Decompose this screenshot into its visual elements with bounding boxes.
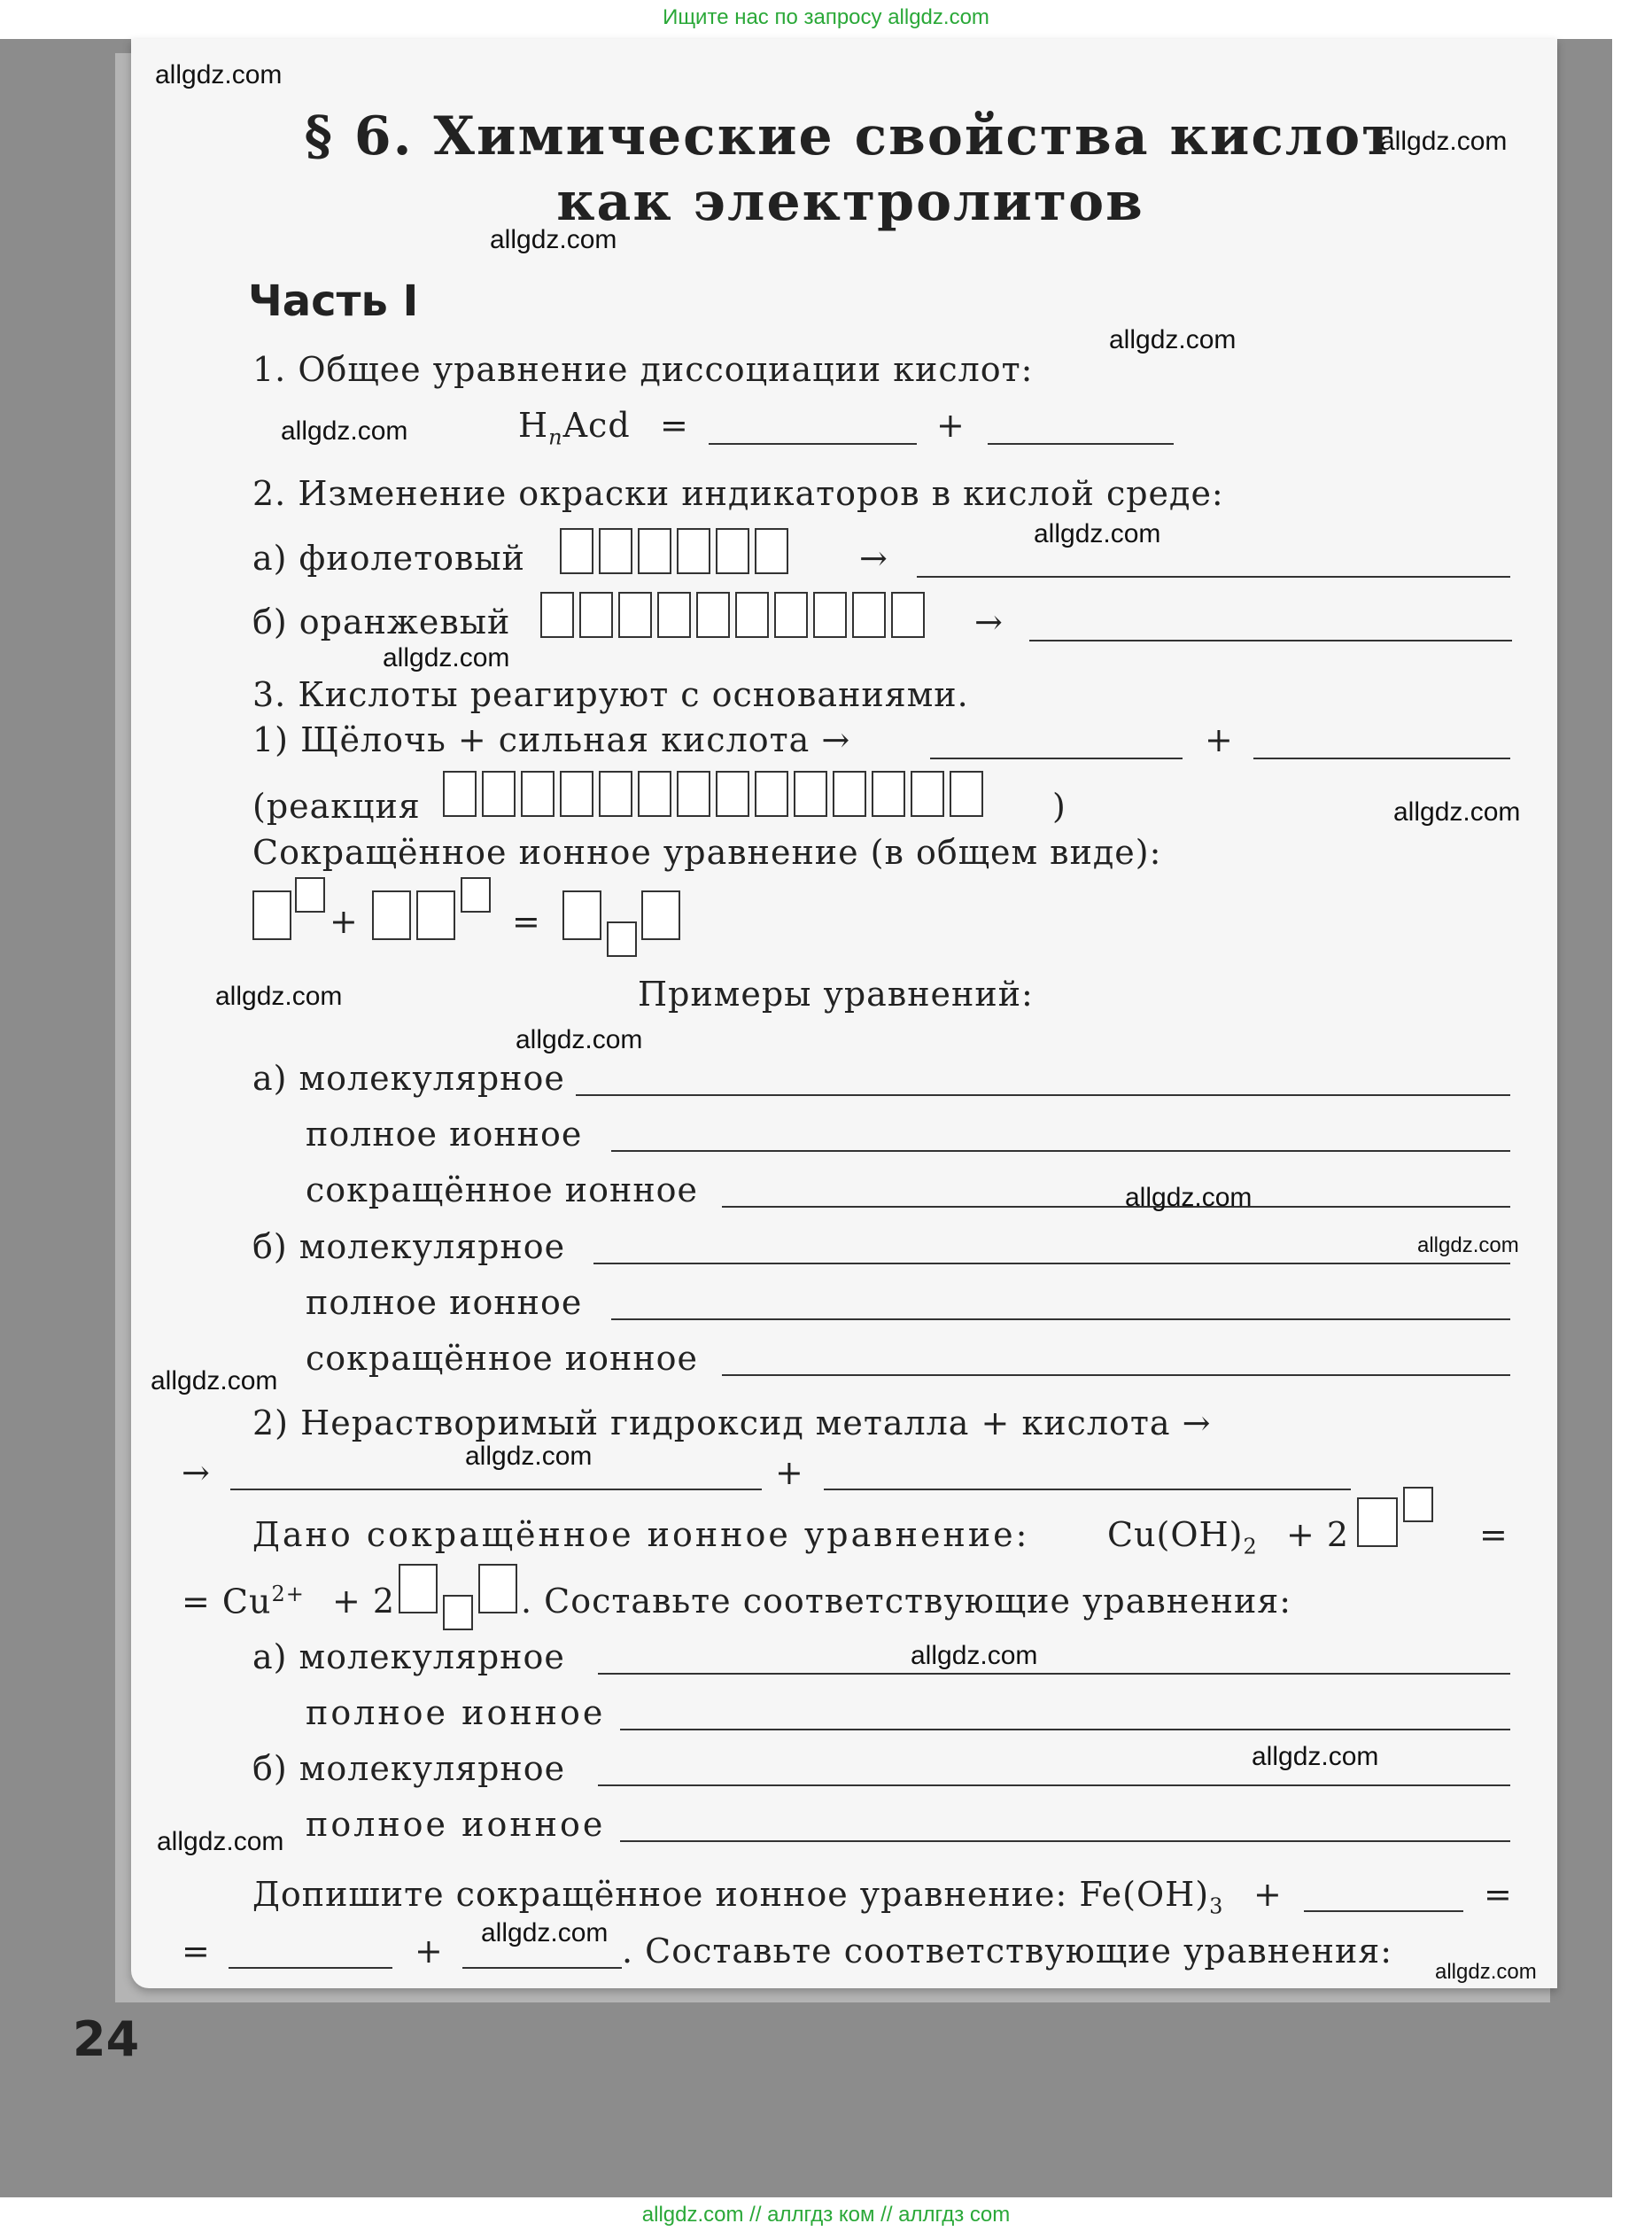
reaction-cells[interactable]	[443, 771, 989, 817]
last-blank-2[interactable]	[462, 1967, 622, 1969]
ex-a-full: полное ионное	[306, 1115, 583, 1154]
a2-mol-blank[interactable]	[598, 1673, 1510, 1675]
q3-l2-arrow: →	[182, 1453, 211, 1492]
cont-sub[interactable]	[443, 1595, 473, 1630]
b2-mol-blank[interactable]	[598, 1784, 1510, 1786]
ion-box-3[interactable]	[416, 890, 455, 940]
q3-l1: 1) Щёлочь + сильная кислота →	[252, 720, 851, 759]
fe-plus: +	[1253, 1875, 1283, 1914]
examples-heading: Примеры уравнений:	[638, 975, 1034, 1014]
letter-cell[interactable]	[735, 592, 769, 638]
letter-cell[interactable]	[443, 771, 477, 817]
watermark: allgdz.com	[1034, 519, 1161, 548]
q2-b-label: б) оранжевый	[252, 603, 511, 641]
letter-cell[interactable]	[774, 592, 808, 638]
watermark: allgdz.com	[465, 1442, 593, 1471]
page-number: 24	[73, 2011, 140, 2067]
q2-a-arrow: →	[859, 539, 888, 578]
q2-b-blank[interactable]	[1029, 640, 1512, 641]
given-cu: $Cu(OH)_2$	[1107, 1515, 1258, 1559]
b2-full: полное ионное	[306, 1805, 606, 1844]
letter-cell[interactable]	[638, 528, 671, 574]
letter-cell[interactable]	[794, 771, 827, 817]
given-eq: =	[1479, 1515, 1509, 1554]
q1-blank-1[interactable]	[709, 443, 917, 445]
short-ionic-general: Сокращённое ионное уравнение (в общем виде):	[252, 833, 1162, 872]
a2-full-blank[interactable]	[620, 1729, 1510, 1730]
given-ion-box[interactable]	[1357, 1497, 1398, 1547]
watermark: allgdz.com	[1109, 325, 1237, 354]
ion-box-5[interactable]	[641, 890, 680, 940]
q3-text: 3. Кислоты реагируют с основаниями.	[252, 675, 969, 714]
cont-box-2[interactable]	[478, 1564, 517, 1613]
watermark: allgdz.com	[1380, 127, 1508, 156]
cont-plus2: + 2	[332, 1582, 396, 1621]
q1-eq-h: $H_nAcd$	[518, 406, 631, 450]
given-plus2: + 2	[1286, 1515, 1350, 1554]
gen-eq: =	[512, 902, 541, 941]
letter-cell[interactable]	[677, 771, 710, 817]
watermark: allgdz.com	[383, 643, 510, 672]
ion-box-2[interactable]	[372, 890, 411, 940]
ex-a-short: сокращённое ионное	[306, 1170, 699, 1209]
watermark: allgdz.com	[151, 1366, 278, 1395]
letter-cell[interactable]	[540, 592, 574, 638]
q3-l2-blank-2[interactable]	[824, 1489, 1351, 1490]
ion-charge-1[interactable]	[295, 877, 325, 913]
given-text: Дано сокращённое ионное уравнение:	[252, 1515, 1030, 1554]
last-blank-1[interactable]	[229, 1967, 392, 1969]
letter-cell[interactable]	[521, 771, 555, 817]
letter-cell[interactable]	[696, 592, 730, 638]
last-plus: +	[415, 1932, 444, 1971]
ion-charge-2[interactable]	[461, 877, 491, 913]
letter-cell[interactable]	[716, 528, 749, 574]
fe-text: Допишите сокращённое ионное уравнение: $Fe(OH)_3$	[252, 1875, 1224, 1919]
letter-cell[interactable]	[852, 592, 886, 638]
bottom-banner: allgdz.com // аллгдз ком // аллгдз com	[641, 2203, 1011, 2227]
ex-b-short: сокращённое ионное	[306, 1339, 699, 1378]
q2-b-cells[interactable]	[540, 592, 930, 638]
last-eq: =	[182, 1932, 211, 1971]
title-line-1: § 6. Химические свойства кислот	[304, 105, 1397, 167]
watermark: allgdz.com	[481, 1918, 609, 1947]
watermark: allgdz.com	[155, 60, 283, 89]
letter-cell[interactable]	[716, 771, 749, 817]
watermark: allgdz.com	[1417, 1233, 1519, 1257]
gen-plus: +	[330, 902, 359, 941]
letter-cell[interactable]	[813, 592, 847, 638]
ion-sub-1[interactable]	[607, 921, 637, 957]
watermark: allgdz.com	[490, 225, 617, 254]
top-banner: Ищите нас по запросу allgdz.com	[663, 5, 989, 29]
letter-cell[interactable]	[638, 771, 671, 817]
letter-cell[interactable]	[891, 592, 925, 638]
q1-blank-2[interactable]	[988, 443, 1174, 445]
a2-mol: а) молекулярное	[252, 1637, 565, 1676]
ex-a-mol: а) молекулярное	[252, 1059, 565, 1098]
ex-a-full-blank[interactable]	[611, 1150, 1510, 1152]
ex-b-short-blank[interactable]	[722, 1374, 1510, 1376]
title-line-2: как электролитов	[556, 171, 1144, 233]
q3-l1-blank-1[interactable]	[930, 758, 1183, 759]
q2-text: 2. Изменение окраски индикаторов в кислой среде:	[252, 474, 1224, 513]
letter-cell[interactable]	[560, 771, 593, 817]
ex-a-short-blank[interactable]	[722, 1206, 1510, 1208]
watermark: allgdz.com	[1252, 1742, 1379, 1771]
letter-cell[interactable]	[657, 592, 691, 638]
ex-a-mol-blank[interactable]	[576, 1094, 1510, 1096]
letter-cell[interactable]	[911, 771, 944, 817]
q2-b-arrow: →	[974, 603, 1004, 641]
q3-l2: 2) Нерастворимый гидроксид металла + кислота →	[252, 1403, 1212, 1442]
letter-cell[interactable]	[677, 528, 710, 574]
letter-cell[interactable]	[599, 528, 632, 574]
b2-mol: б) молекулярное	[252, 1749, 566, 1788]
cont-text: . Составьте соответствующие уравнения:	[521, 1582, 1292, 1621]
watermark: allgdz.com	[215, 982, 343, 1011]
watermark: allgdz.com	[516, 1025, 643, 1054]
letter-cell[interactable]	[579, 592, 613, 638]
letter-cell[interactable]	[599, 771, 632, 817]
q3-l1-plus: +	[1205, 720, 1234, 759]
reaction-close: )	[1052, 787, 1066, 826]
watermark: allgdz.com	[1125, 1183, 1253, 1212]
q3-l2-plus: +	[775, 1453, 804, 1492]
letter-cell[interactable]	[755, 771, 788, 817]
q1-plus: +	[936, 406, 966, 445]
watermark: allgdz.com	[1393, 797, 1521, 827]
letter-cell[interactable]	[560, 528, 593, 574]
q2-a-blank[interactable]	[917, 576, 1510, 578]
letter-cell[interactable]	[755, 528, 788, 574]
a2-full: полное ионное	[306, 1693, 606, 1732]
letter-cell[interactable]	[618, 592, 652, 638]
letter-cell[interactable]	[482, 771, 516, 817]
ion-box-4[interactable]	[562, 890, 601, 940]
reaction-open: (реакция	[252, 787, 421, 826]
watermark: allgdz.com	[281, 416, 408, 446]
q2-a-label: а) фиолетовый	[252, 539, 526, 578]
letter-cell[interactable]	[872, 771, 905, 817]
q1-eq-sign: =	[660, 406, 689, 445]
ex-b-full: полное ионное	[306, 1283, 583, 1322]
ex-b-mol: б) молекулярное	[252, 1227, 566, 1266]
fe-eq: =	[1484, 1875, 1513, 1914]
q1-text: 1. Общее уравнение диссоциации кислот:	[252, 350, 1034, 389]
watermark: allgdz.com	[911, 1641, 1038, 1670]
letter-cell[interactable]	[833, 771, 866, 817]
watermark: allgdz.com	[1435, 1960, 1537, 1984]
q3-l1-blank-2[interactable]	[1253, 758, 1510, 759]
ex-b-mol-blank[interactable]	[593, 1263, 1510, 1264]
cont-box-1[interactable]	[399, 1564, 438, 1613]
cont-eq: = $Cu^{2+}$	[182, 1582, 305, 1621]
last-text: . Составьте соответствующие уравнения:	[622, 1932, 1393, 1971]
ion-box-1[interactable]	[252, 890, 291, 940]
part-heading: Часть I	[248, 276, 419, 326]
fe-blank[interactable]	[1304, 1910, 1463, 1912]
letter-cell[interactable]	[950, 771, 983, 817]
watermark: allgdz.com	[157, 1827, 284, 1856]
q2-a-cells[interactable]	[560, 528, 794, 574]
b2-full-blank[interactable]	[620, 1840, 1510, 1842]
q3-l2-blank-1[interactable]	[230, 1489, 762, 1490]
given-ion-charge[interactable]	[1403, 1487, 1433, 1522]
ex-b-full-blank[interactable]	[611, 1318, 1510, 1320]
